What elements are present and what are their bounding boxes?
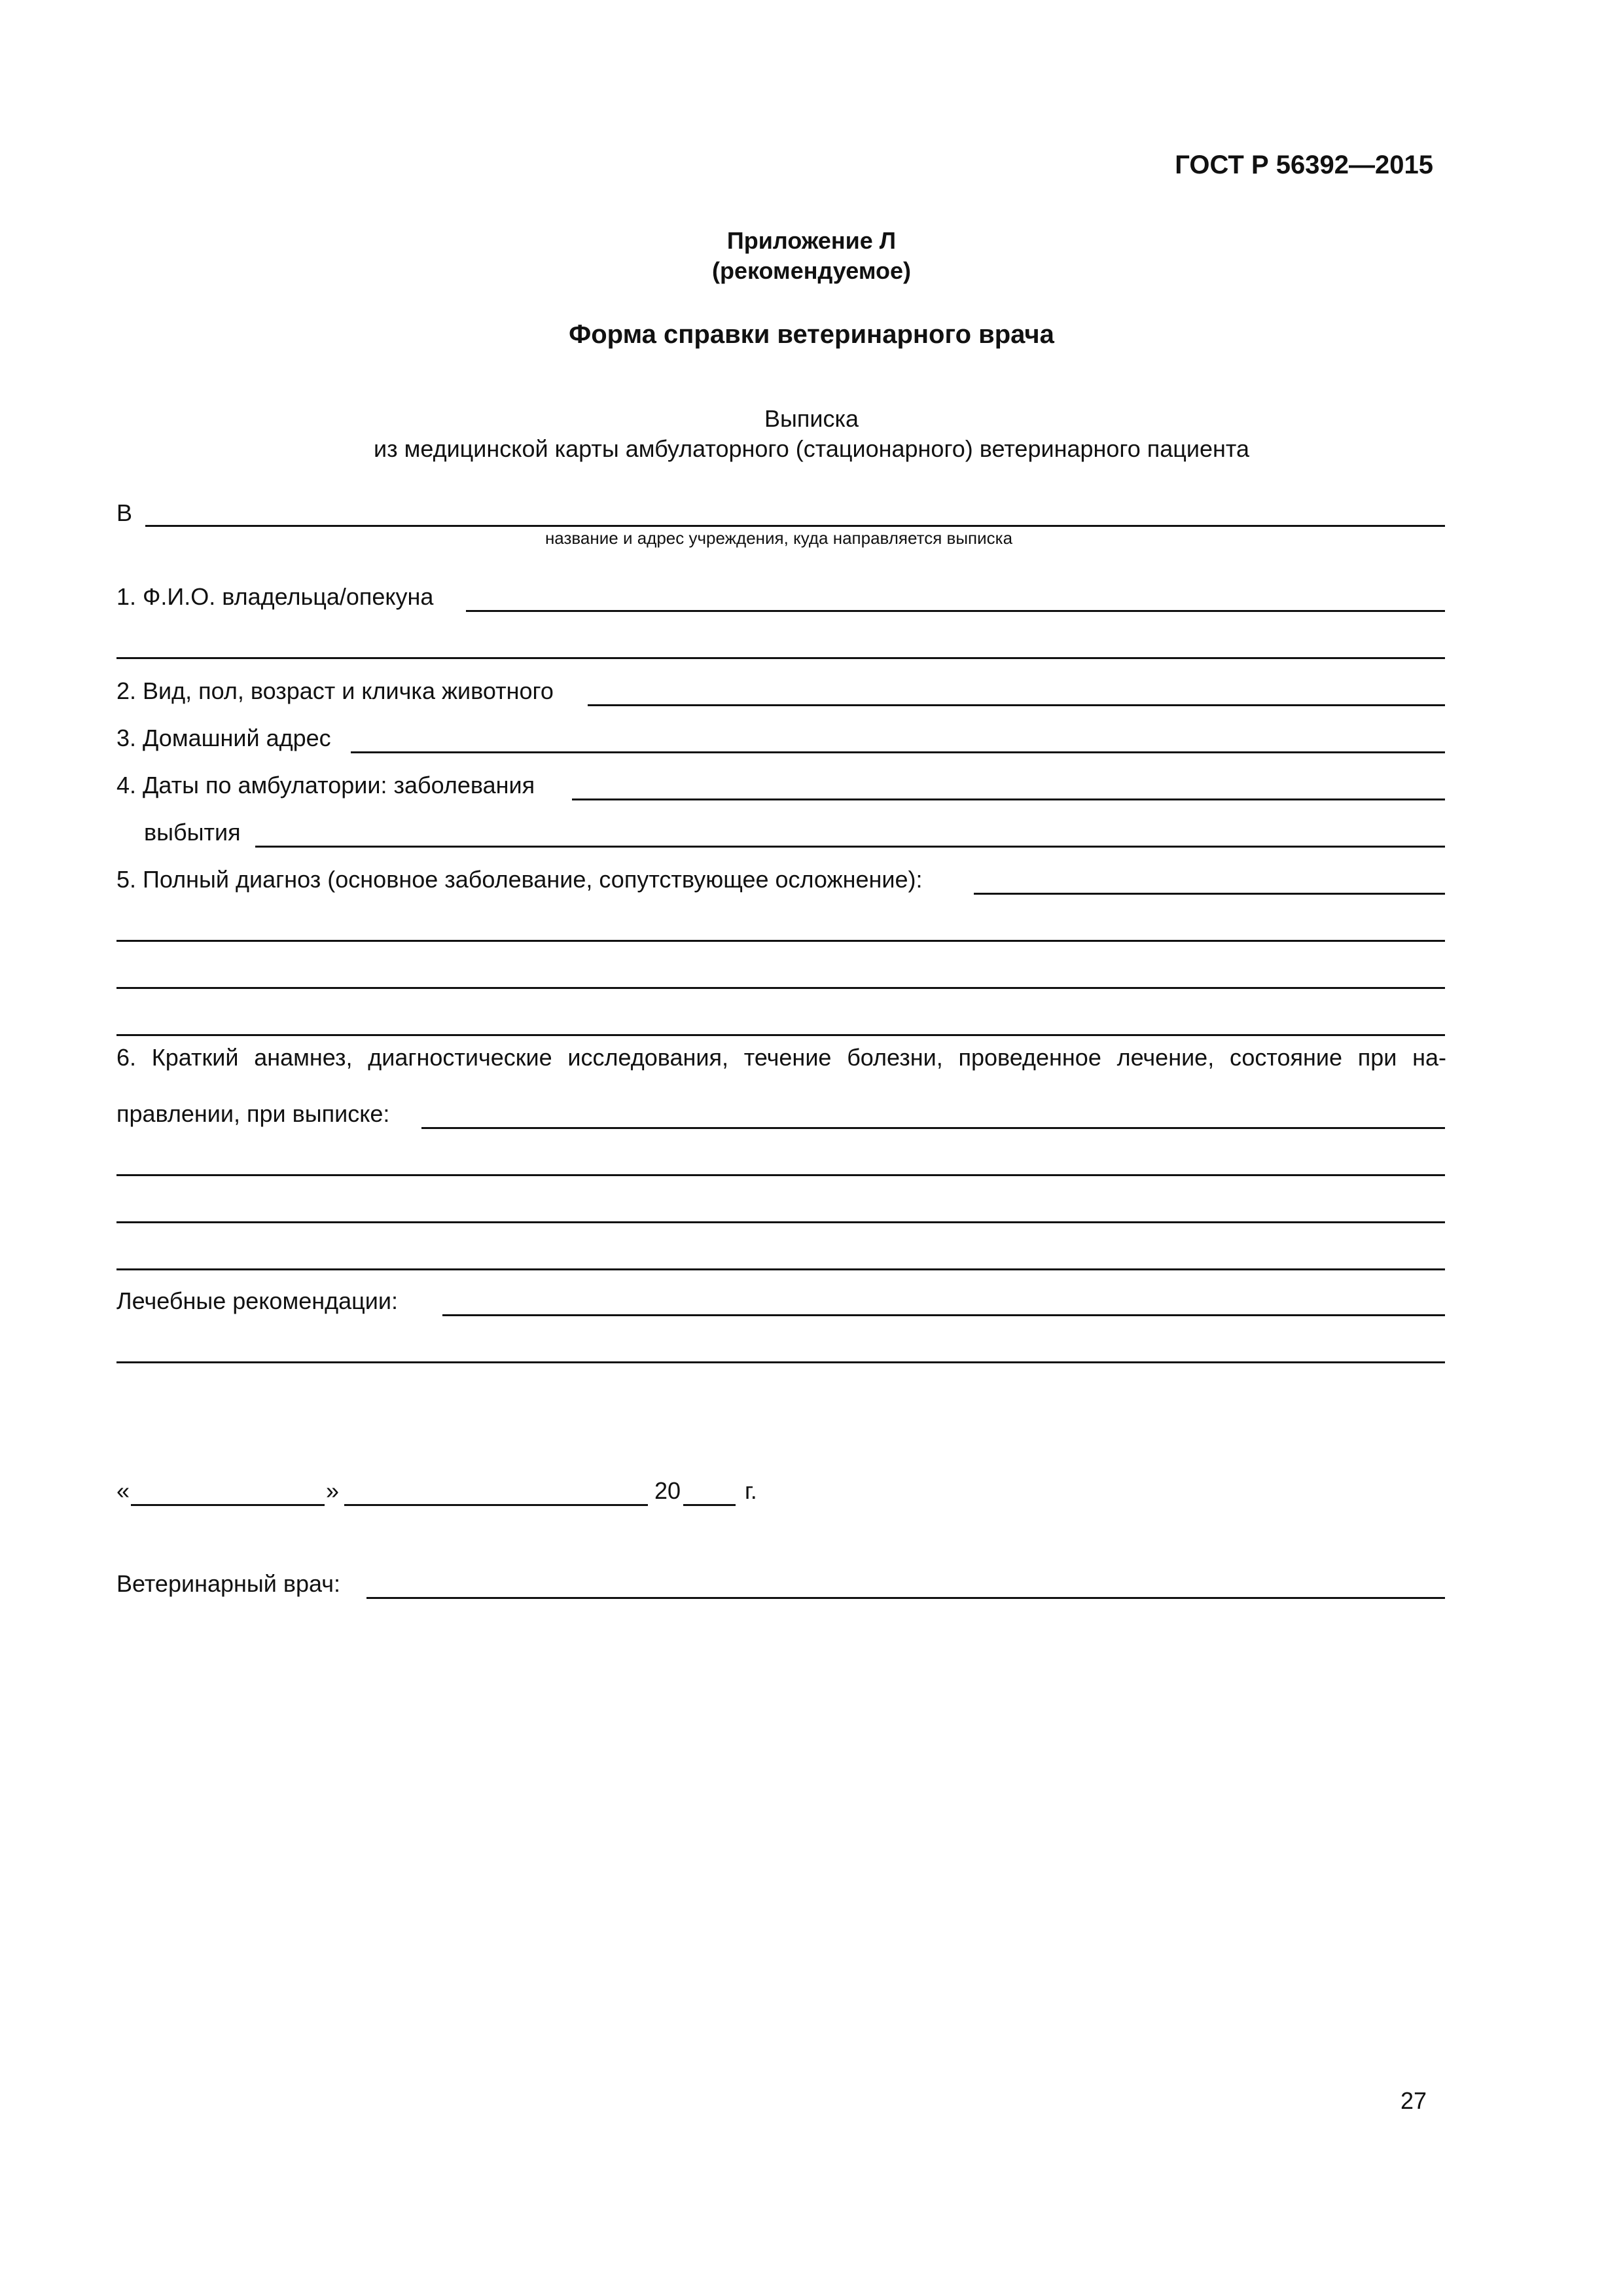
doctor-label: Ветеринарный врач: — [116, 1570, 340, 1597]
anamnesis-field-line-2[interactable] — [116, 1174, 1445, 1176]
form-title: Форма справки ветеринарного врача — [569, 320, 1054, 349]
anamnesis-label: 6. Краткий анамнез, диагностические исследования, течение болезни, проведенное лечение, состояние при на- — [116, 1044, 1446, 1071]
owner-label: 1. Ф.И.О. владельца/опекуна — [116, 583, 434, 610]
address-field[interactable] — [351, 751, 1445, 753]
date-month-field[interactable] — [344, 1504, 648, 1506]
document-code: ГОСТ Р 56392—2015 — [1175, 151, 1433, 179]
owner-field[interactable] — [466, 610, 1445, 612]
address-label: 3. Домашний адрес — [116, 725, 331, 751]
date-year-suffix: г. — [745, 1477, 757, 1504]
date-open-quote: « — [116, 1477, 130, 1504]
to-label: В — [116, 499, 133, 526]
animal-field[interactable] — [588, 704, 1445, 706]
illness-date-label: 4. Даты по амбулатории: заболевания — [116, 772, 535, 798]
extract-title: Выписка — [764, 405, 859, 432]
discharge-date-label: выбытия — [144, 819, 241, 846]
appendix-status: (рекомендуемое) — [712, 257, 911, 284]
discharge-date-field[interactable] — [255, 846, 1445, 848]
anamnesis-field-line-3[interactable] — [116, 1221, 1445, 1223]
date-year-field[interactable] — [683, 1504, 736, 1506]
recommendations-field-line-2[interactable] — [116, 1361, 1445, 1363]
anamnesis-label-continuation: правлении, при выписке: — [116, 1100, 390, 1127]
to-field[interactable] — [145, 525, 1445, 527]
diagnosis-field[interactable] — [974, 893, 1445, 895]
date-close-quote: » — [326, 1477, 340, 1504]
diagnosis-label: 5. Полный диагноз (основное заболевание, сопутствующее осложнение): — [116, 866, 923, 893]
diagnosis-field-line-2[interactable] — [116, 940, 1445, 942]
appendix-title: Приложение Л — [726, 227, 897, 254]
date-year-prefix: 20 — [654, 1477, 681, 1504]
recommendations-field[interactable] — [442, 1314, 1445, 1316]
diagnosis-field-line-3[interactable] — [116, 987, 1445, 989]
extract-subtitle: из медицинской карты амбулаторного (стационарного) ветеринарного пациента — [373, 435, 1250, 462]
diagnosis-field-line-4[interactable] — [116, 1034, 1445, 1036]
date-day-field[interactable] — [131, 1504, 325, 1506]
illness-date-field[interactable] — [572, 798, 1445, 800]
recommendations-label: Лечебные рекомендации: — [116, 1287, 398, 1314]
owner-field-continuation[interactable] — [116, 657, 1445, 659]
anamnesis-field[interactable] — [421, 1127, 1445, 1129]
doctor-signature-field[interactable] — [366, 1597, 1445, 1599]
anamnesis-field-line-4[interactable] — [116, 1268, 1445, 1270]
animal-label: 2. Вид, пол, возраст и кличка животного — [116, 677, 554, 704]
to-field-caption: название и адрес учреждения, куда направляется выписка — [544, 528, 1013, 548]
page-number: 27 — [1400, 2087, 1427, 2114]
